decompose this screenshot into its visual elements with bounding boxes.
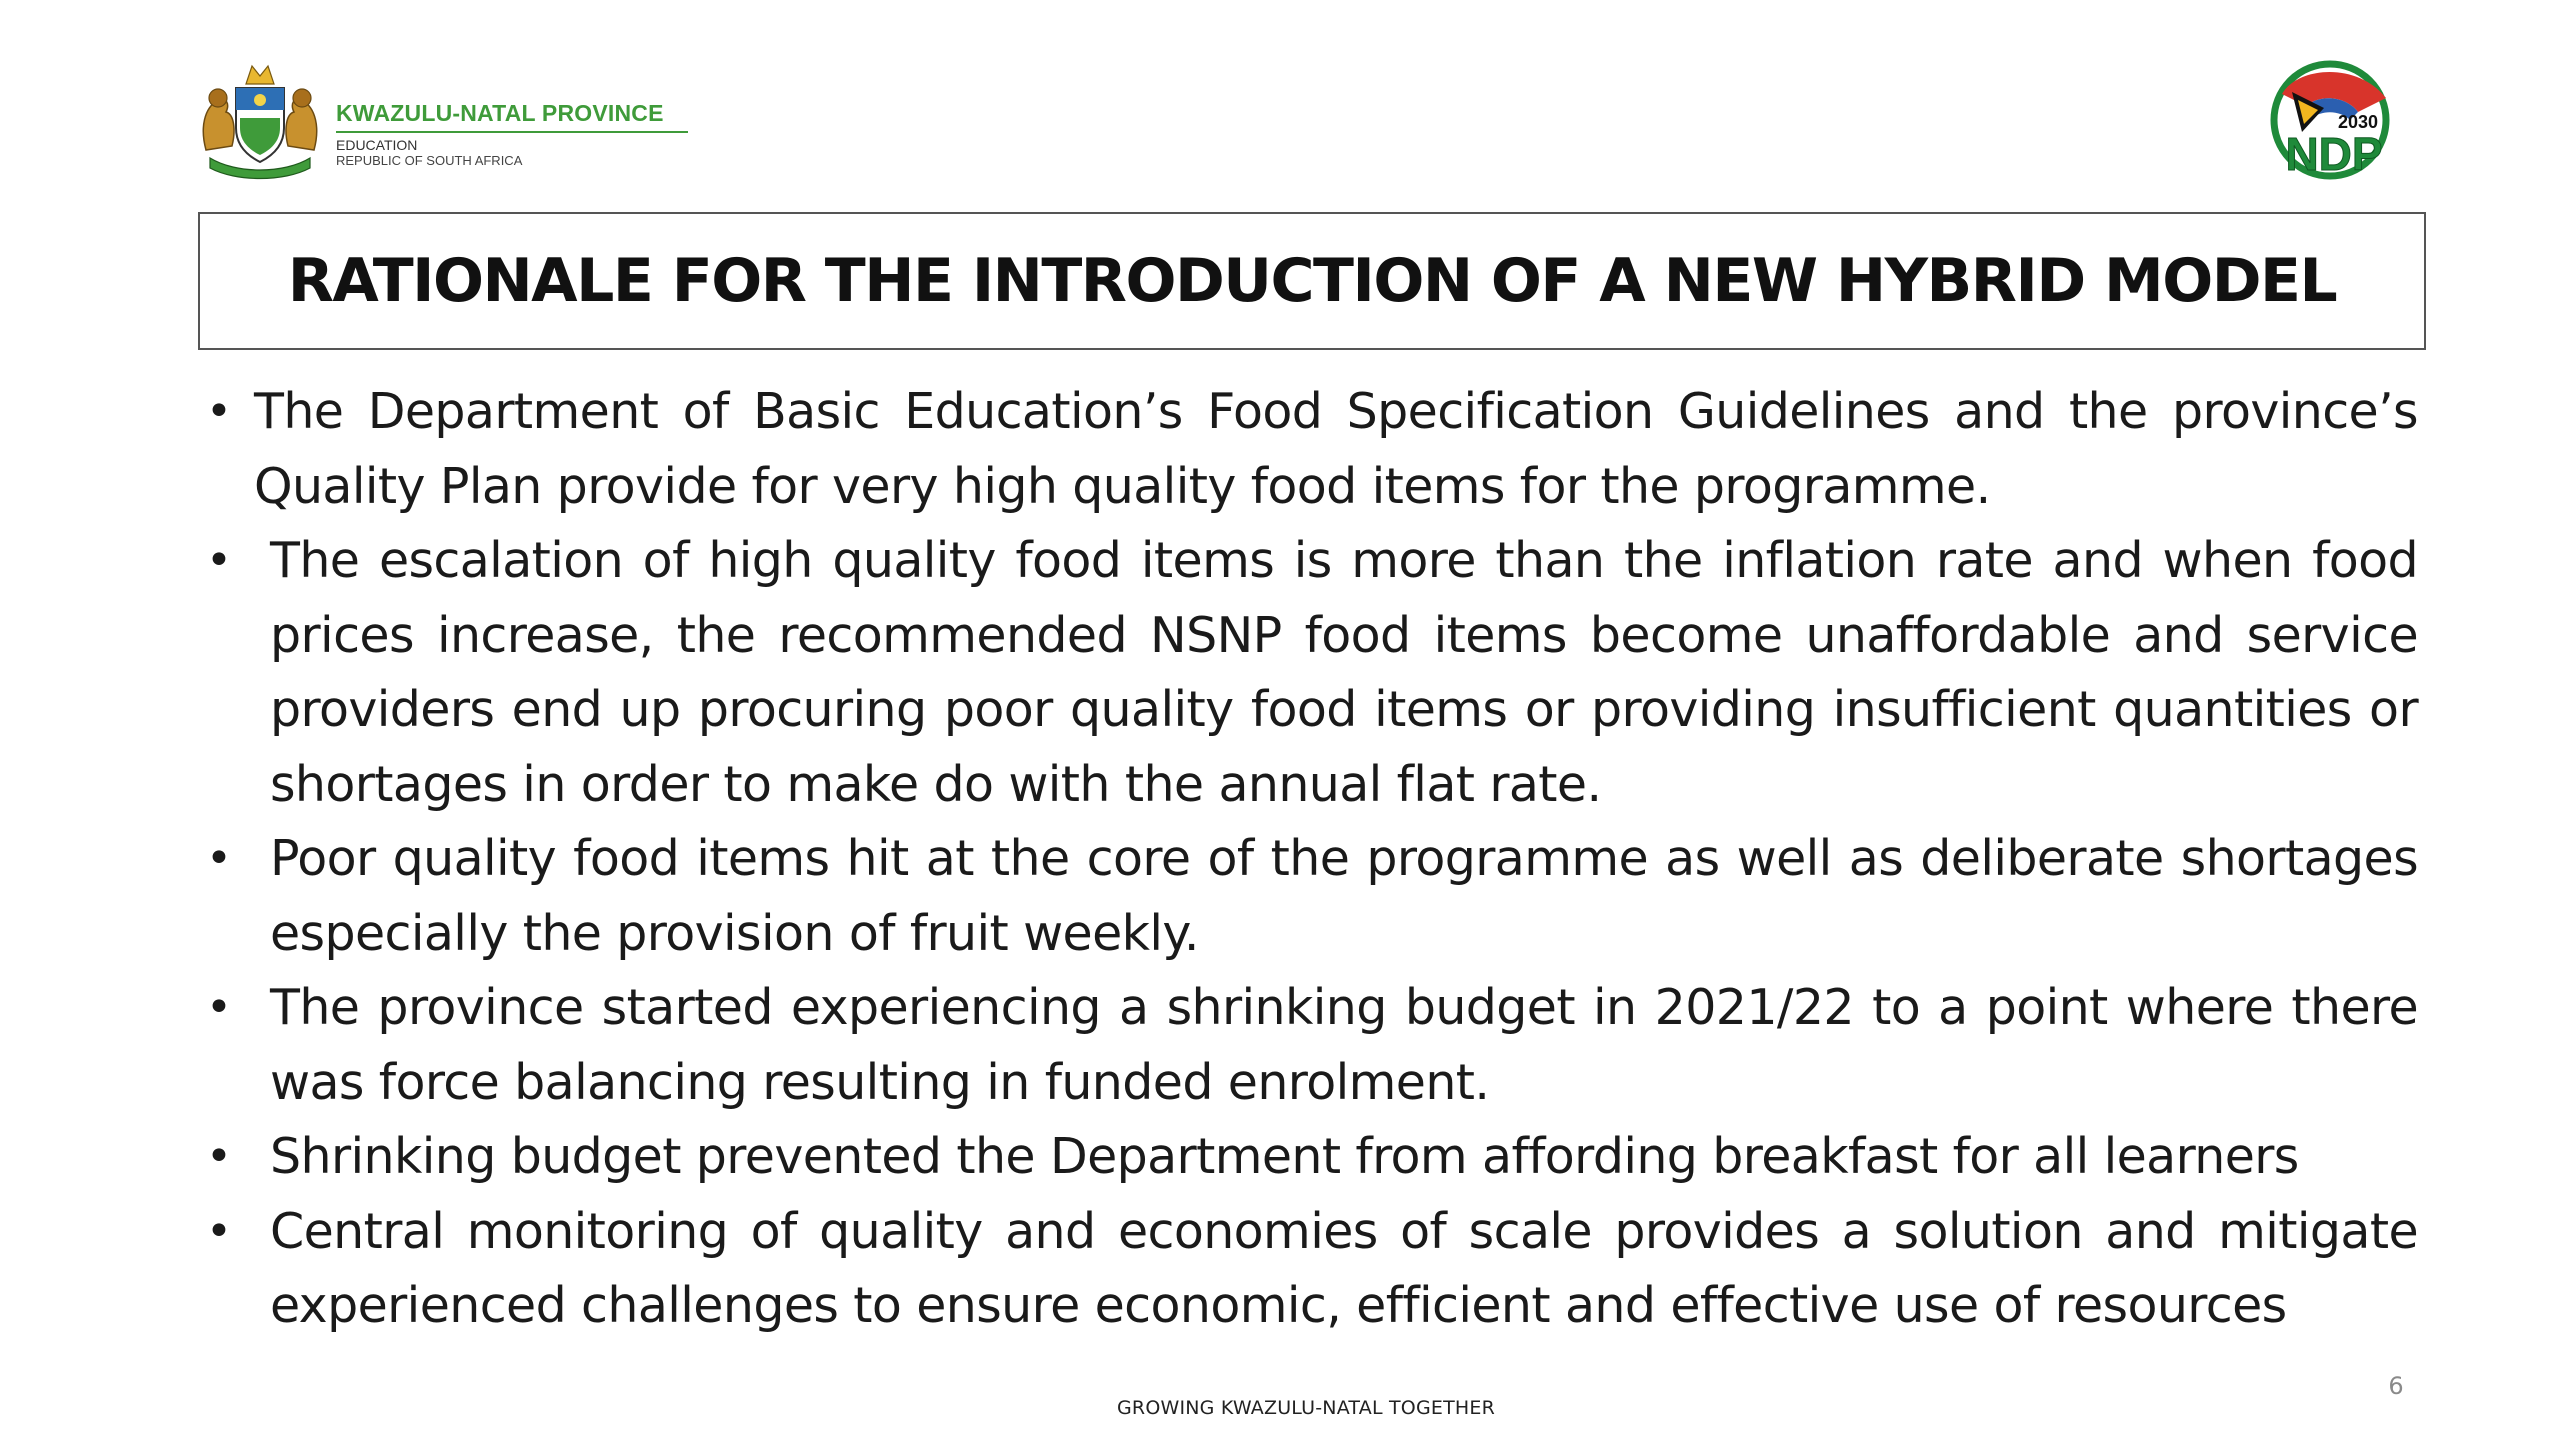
org-text-block [336,100,736,168]
coat-of-arms-icon [196,58,324,186]
bullet-item [196,822,2418,971]
bullet-text: The Department of Basic Education’s Food Specification Guidelines and the province’s Quality Plan provide for very high quality food items for the programme. [254,383,2418,515]
bullet-text: Central monitoring of quality and economies of scale provides a solution and mitigate experienced challenges to ensure economic, efficient and effective use of resources [270,1202,2418,1334]
country-name: REPUBLIC OF SOUTH AFRICA [336,153,523,168]
ndp-2030-logo [2262,58,2398,182]
province-name: KWAZULU-NATAL PROVINCE [336,100,664,126]
bullet-marker: • [206,1205,232,1257]
page-number: 6 [2388,1372,2404,1400]
bullet-text: Shrinking budget prevented the Department from affording breakfast for all learners [270,1128,2299,1185]
slide-title-box [198,212,2426,350]
province-name-rule [336,131,688,133]
ndp-year: 2030 [2337,112,2379,132]
bullet-marker: • [206,386,232,437]
bullet-item [196,524,2418,822]
bullet-marker: • [206,833,232,884]
bullet-marker: • [206,535,232,586]
kzn-education-logo [196,58,716,188]
bullet-text: The escalation of high quality food items is more than the inflation rate and when food prices increase, the recommended NSNP food items become unaffordable and service providers end up procuring poor quality food items or providing insufficient quantities or shortages in order to make do with the annual flat rate. [270,532,2418,813]
bullet-text: Poor quality food items hit at the core of the programme as well as deliberate shortages especially the provision of fruit weekly. [270,830,2418,962]
bullet-item [196,375,2418,524]
bullet-marker: • [206,1131,232,1182]
slide-title: RATIONALE FOR THE INTRODUCTION OF A NEW HYBRID MODEL [287,246,2337,316]
bullet-item [196,1195,2418,1344]
bullet-item [196,971,2418,1120]
ndp-text: NDP [2285,128,2383,180]
footer-tagline: GROWING KWAZULU-NATAL TOGETHER [1117,1397,1495,1419]
bullet-marker: • [206,982,232,1033]
department-name: EDUCATION [336,137,418,153]
rationale-bullet-list [196,375,2418,1344]
bullet-text: The province started experiencing a shrinking budget in 2021/22 to a point where there was force balancing resulting in funded enrolment. [270,979,2418,1111]
bullet-item [196,1120,2418,1195]
